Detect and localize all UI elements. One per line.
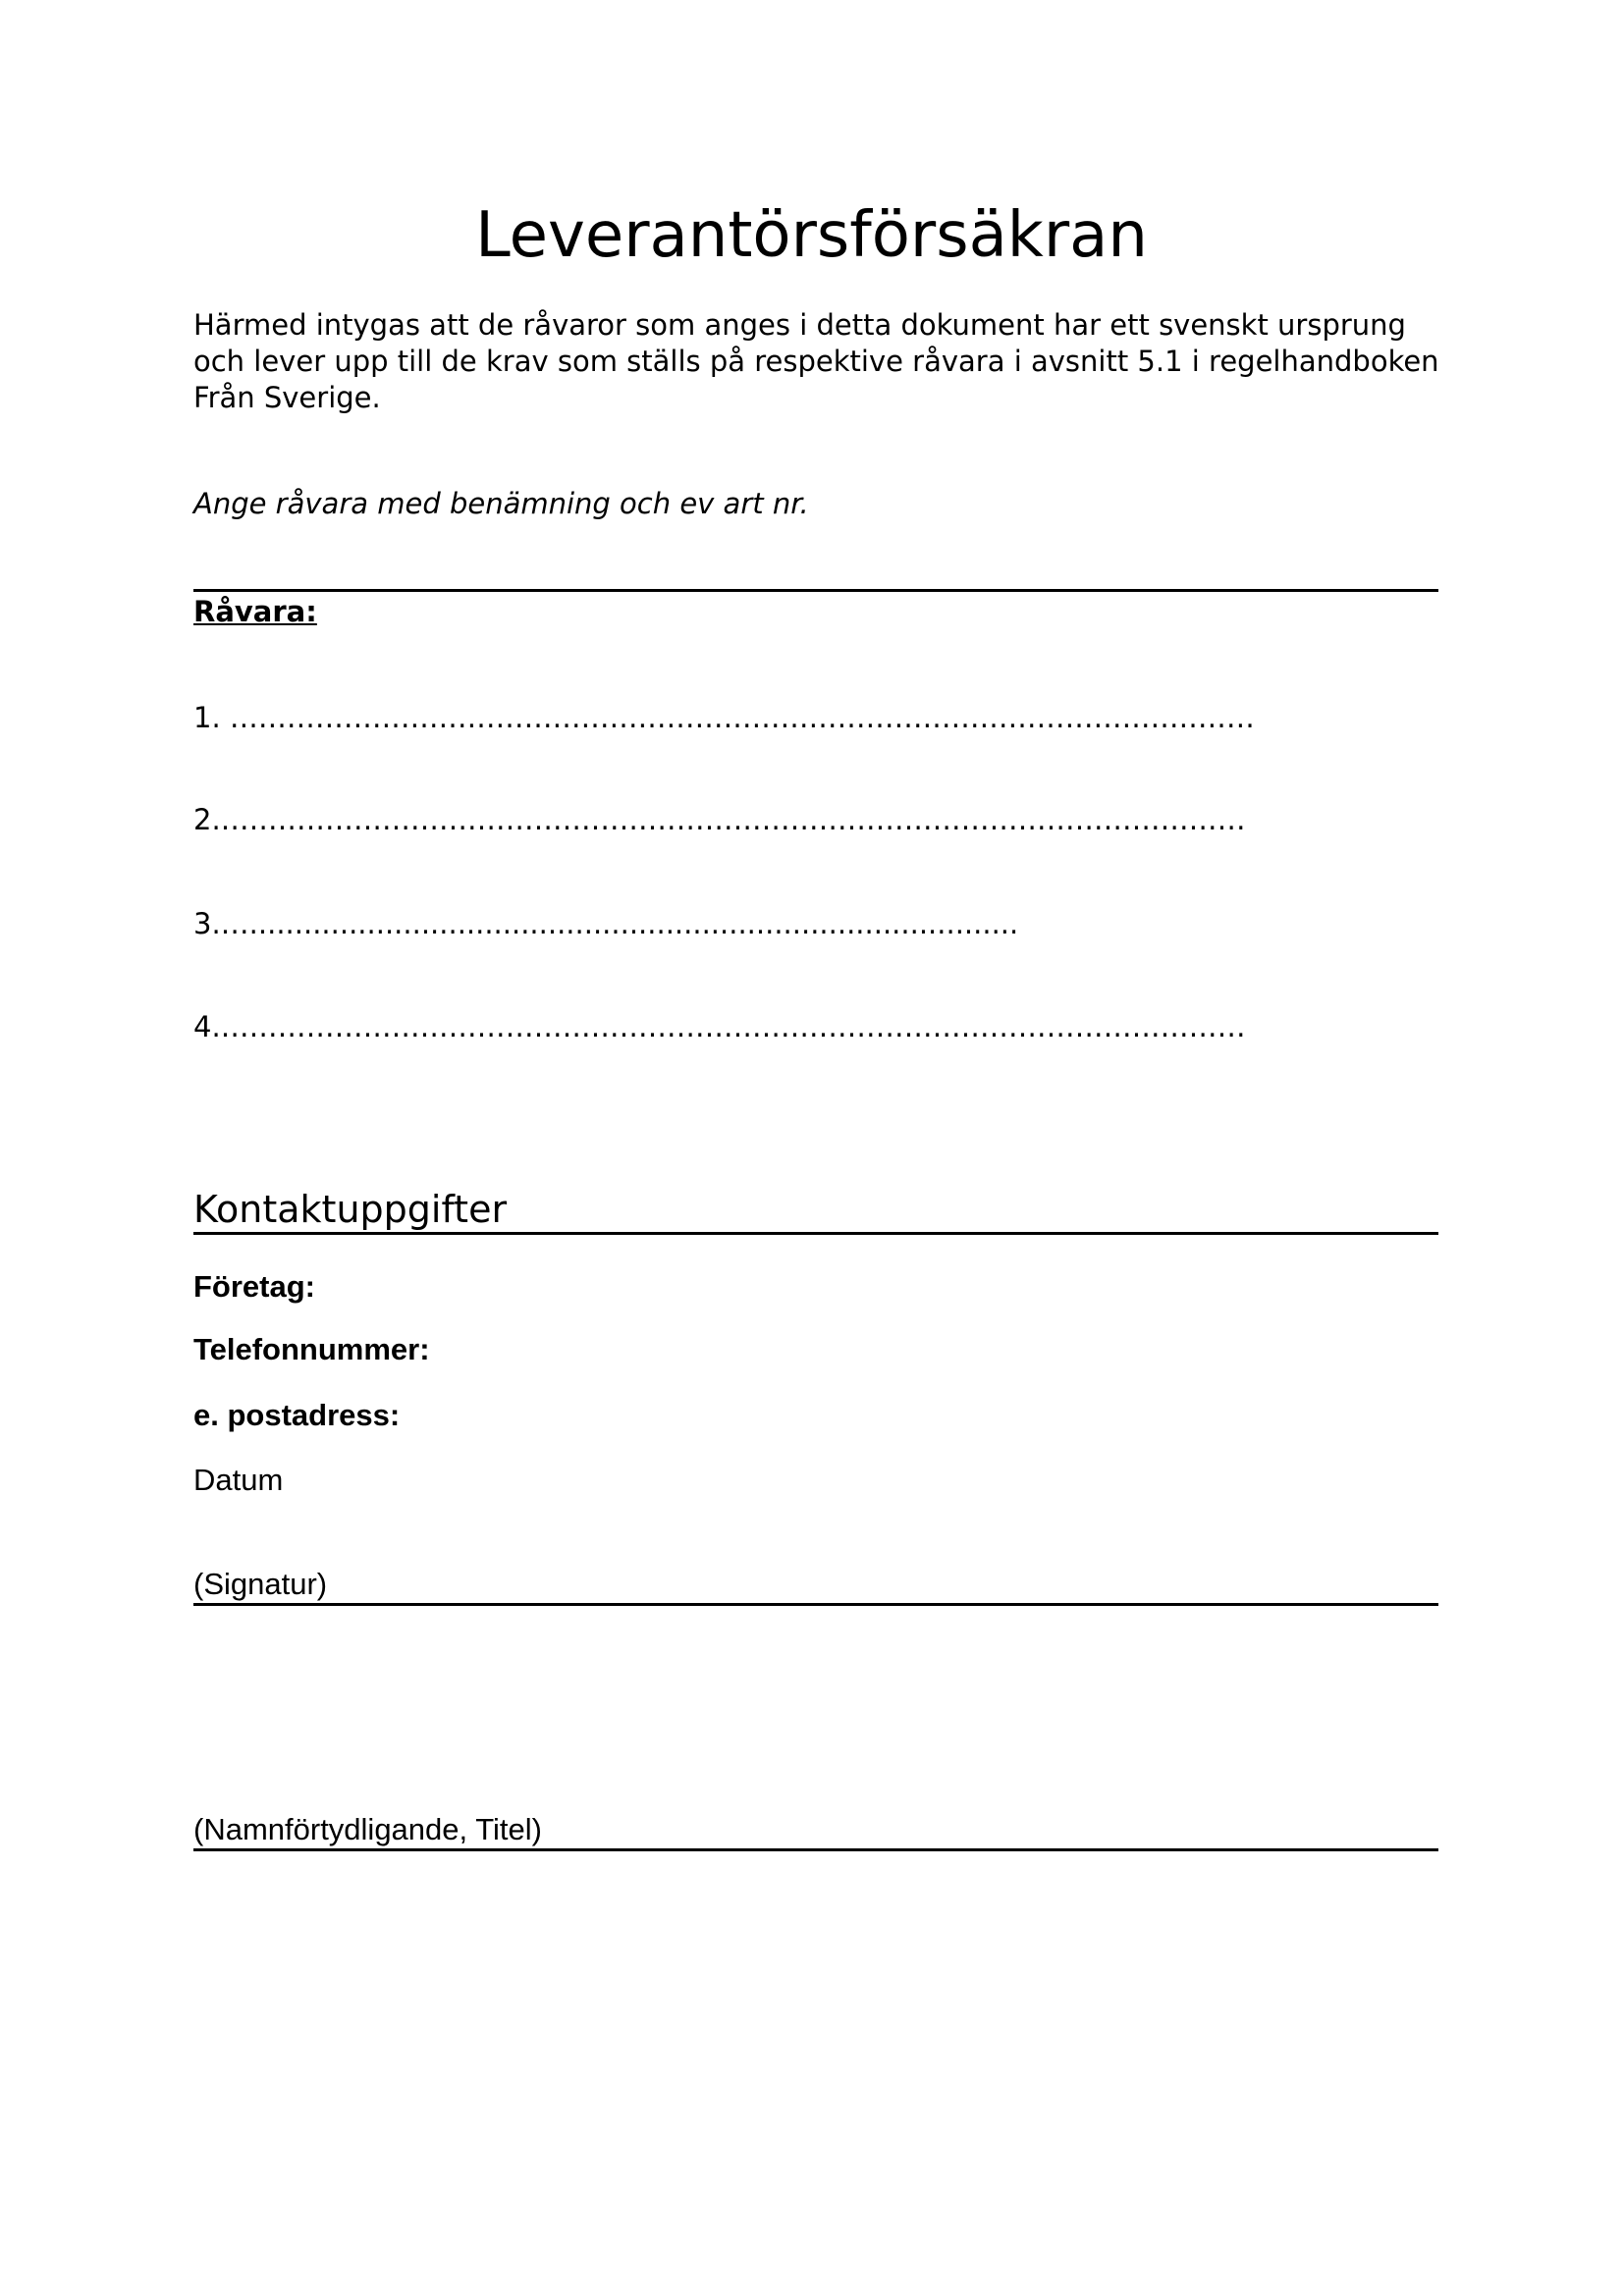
ravara-item-4[interactable]: 4.……………………………………………………………………………………………… [193, 1010, 1246, 1043]
document-title: Leverantörsförsäkran [475, 199, 1148, 272]
ravara-divider [193, 589, 1438, 592]
ravara-item-1[interactable]: 1. ……………………………………………………………………………………………… [193, 701, 1255, 734]
name-title-line[interactable] [193, 1848, 1438, 1851]
name-title-label: (Namnförtydligande, Titel) [193, 1812, 542, 1846]
contact-divider [193, 1232, 1438, 1235]
ravara-item-3[interactable]: 3.…..................................................................................... [193, 907, 1019, 940]
signature-label: (Signatur) [193, 1567, 328, 1601]
signature-line[interactable] [193, 1603, 1438, 1606]
email-label: e. postadress: [193, 1398, 401, 1432]
ravara-item-2[interactable]: 2.……………………………………………………………………………………………… [193, 803, 1246, 836]
phone-label: Telefonnummer: [193, 1332, 430, 1366]
company-label: Företag: [193, 1269, 315, 1304]
intro-paragraph: Härmed intygas att de råvaror som anges i detta dokument har ett svenskt ursprung och lever upp till de krav som ställs på respektive råvara i avsnitt 5.1 i regelhandboken Från Sverige. [193, 308, 1439, 414]
instruction-hint: Ange råvara med benämning och ev art nr. [193, 487, 809, 520]
ravara-label: Råvara: [193, 595, 317, 628]
contact-heading: Kontaktuppgifter [193, 1188, 508, 1231]
date-label: Datum [193, 1463, 284, 1497]
